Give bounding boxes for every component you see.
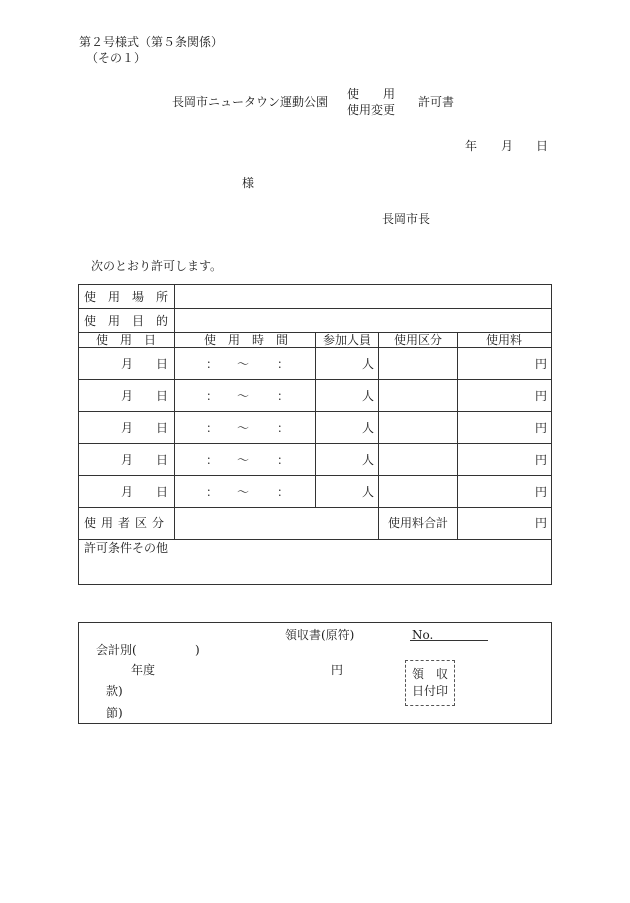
type-use: 使 用 [347,87,396,101]
row-colon: ： [277,357,290,371]
facility-name: 長岡市ニュータウン運動公園 [172,95,329,109]
col-header-participants: 参加人員 [323,333,372,347]
table-line [78,308,552,309]
row-colon: ： [277,453,290,467]
table-line [78,507,552,508]
row-yen: 円 [535,389,548,403]
row-person: 人 [362,389,375,403]
form-sub: （その１） [86,51,147,65]
date-year: 年 [465,139,478,153]
row-person: 人 [362,421,375,435]
row-month: 月 [121,453,134,467]
row-day: 日 [156,389,169,403]
row-colon: ： [277,421,290,435]
row-tilde: 〜 [237,421,250,435]
row-day: 日 [156,421,169,435]
row-tilde: 〜 [237,485,250,499]
row-person: 人 [362,453,375,467]
row-day: 日 [156,485,169,499]
stamp-line-1: 領 収 [412,667,449,681]
date-day: 日 [536,139,549,153]
purpose-label: 使用目的 [84,314,181,328]
intro-text: 次のとおり許可します。 [91,259,223,273]
place-label: 使用場所 [84,290,181,304]
row-colon: ： [206,389,219,403]
row-yen: 円 [535,485,548,499]
total-label: 使用料合計 [388,516,449,530]
doc-kind: 許可書 [418,95,455,109]
row-person: 人 [362,357,375,371]
stamp-line-2: 日付印 [412,684,449,698]
col-header-time: 使用時間 [204,333,301,347]
receipt-yen: 円 [331,663,344,677]
row-yen: 円 [535,421,548,435]
col-header-category: 使用区分 [394,333,443,347]
row-month: 月 [121,389,134,403]
receipt-no-label: No. [412,628,434,642]
type-change: 使用変更 [347,103,396,117]
row-colon: ： [206,421,219,435]
honorific: 様 [242,176,255,190]
row-colon: ： [277,485,290,499]
col-header-fee: 使用料 [486,333,523,347]
row-month: 月 [121,357,134,371]
table-line [315,332,316,507]
user-category-label: 使用者区分 [84,516,170,530]
account-close: ) [195,643,200,657]
row-day: 日 [156,453,169,467]
row-colon: ： [206,453,219,467]
col-header-date: 使用日 [96,333,169,347]
receipt-title: 領収書(原符) [285,628,355,642]
row-day: 日 [156,357,169,371]
row-month: 月 [121,485,134,499]
issuer: 長岡市長 [382,212,431,226]
row-tilde: 〜 [237,453,250,467]
table-line [457,332,458,539]
receipt-no-underline [410,640,488,641]
row-month: 月 [121,421,134,435]
row-colon: ： [206,357,219,371]
table-line [378,332,379,539]
table-line [78,539,552,540]
kan-label: 款) [106,684,123,698]
row-colon: ： [277,389,290,403]
row-yen: 円 [535,453,548,467]
total-yen: 円 [535,516,548,530]
row-tilde: 〜 [237,389,250,403]
row-tilde: 〜 [237,357,250,371]
date-month: 月 [501,139,514,153]
conditions-label: 許可条件その他 [84,541,169,555]
row-yen: 円 [535,357,548,371]
row-person: 人 [362,485,375,499]
row-colon: ： [206,485,219,499]
form-number: 第２号様式（第５条関係） [79,35,224,49]
setsu-label: 節) [106,706,123,720]
account-label: 会計別( [96,643,137,657]
fiscal-year: 年度 [131,663,156,677]
